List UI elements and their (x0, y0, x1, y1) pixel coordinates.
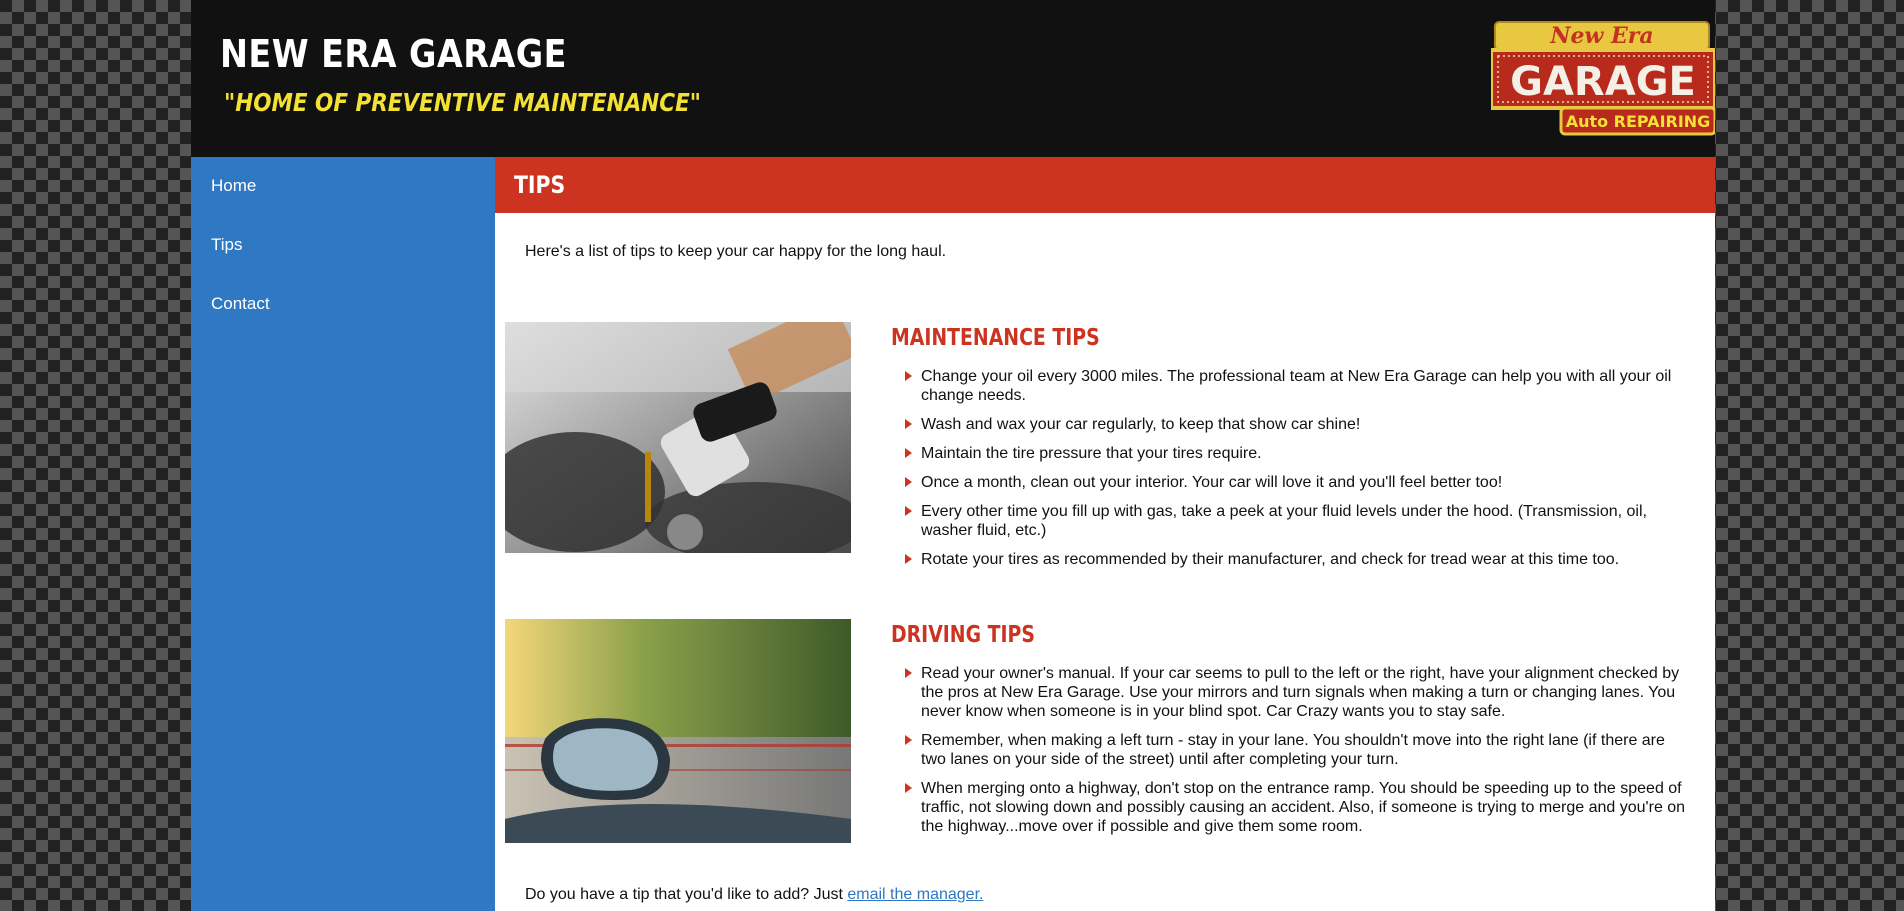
logo-top-text: New Era (1550, 23, 1654, 49)
nav-item-tips[interactable]: Tips (211, 235, 243, 254)
maintenance-heading: MAINTENANCE TIPS (891, 325, 1100, 351)
list-item: Change your oil every 3000 miles. The professional team at New Era Garage can help you with all your oil change needs. (891, 367, 1691, 405)
add-tip-note: Do you have a tip that you'd like to add? Just email the manager. (525, 886, 984, 903)
logo-middle-text: GARAGE (1510, 59, 1696, 105)
list-item: Maintain the tire pressure that your tires require. (891, 444, 1691, 463)
main-content (495, 157, 1715, 911)
site-title: NEW ERA GARAGE (220, 32, 567, 76)
nav-item-contact[interactable]: Contact (211, 294, 270, 313)
red-triangle-bullet-icon (905, 668, 912, 678)
red-triangle-bullet-icon (905, 506, 912, 516)
list-item: When merging onto a highway, don't stop on the entrance ramp. You should be speeding up to the speed of traffic, not slowing down and possibly causing an accident. Also, if someone is trying to merge and you're on the highway...move over if possible and give them some room. (891, 779, 1691, 836)
driving-mirror-photo (505, 619, 851, 843)
red-triangle-bullet-icon (905, 477, 912, 487)
list-item: Remember, when making a left turn - stay in your lane. You shouldn't move into the right lane (if there are two lanes on your side of the street) until after completing your turn. (891, 731, 1691, 769)
logo-bottom-text: Auto REPAIRING (1565, 112, 1711, 131)
red-triangle-bullet-icon (905, 735, 912, 745)
page (191, 0, 1715, 911)
list-item: Wash and wax your car regularly, to keep that show car shine! (891, 415, 1691, 434)
red-triangle-bullet-icon (905, 554, 912, 564)
garage-logo (1491, 20, 1715, 136)
page-title: TIPS (514, 171, 566, 199)
site-tagline: "HOME OF PREVENTIVE MAINTENANCE" (224, 88, 701, 117)
driving-tips-list (891, 664, 1691, 846)
list-item: Rotate your tires as recommended by their manufacturer, and check for tread wear at this time too. (891, 550, 1691, 569)
red-triangle-bullet-icon (905, 419, 912, 429)
list-item: Once a month, clean out your interior. Your car will love it and you'll feel better too! (891, 473, 1691, 492)
sidebar-nav (191, 157, 495, 911)
list-item: Every other time you fill up with gas, take a peek at your fluid levels under the hood. (Transmission, oil, washer fluid, etc.) (891, 502, 1691, 540)
intro-text: Here's a list of tips to keep your car happy for the long haul. (525, 243, 947, 260)
maintenance-tips-list (891, 367, 1691, 579)
red-triangle-bullet-icon (905, 448, 912, 458)
red-triangle-bullet-icon (905, 371, 912, 381)
list-item: Read your owner's manual. If your car seems to pull to the left or the right, have your alignment checked by the pros at New Era Garage. Use your mirrors and turn signals when making a turn or changing lanes. You never know when someone is in your blind spot. Car Crazy wants you to stay safe. (891, 664, 1691, 721)
site-header (191, 0, 1715, 157)
red-triangle-bullet-icon (905, 783, 912, 793)
driving-heading: DRIVING TIPS (891, 622, 1035, 648)
oil-change-photo (505, 322, 851, 553)
nav-item-home[interactable]: Home (211, 176, 257, 195)
content-banner (495, 157, 1715, 213)
email-manager-link[interactable]: email the manager. (847, 886, 984, 903)
